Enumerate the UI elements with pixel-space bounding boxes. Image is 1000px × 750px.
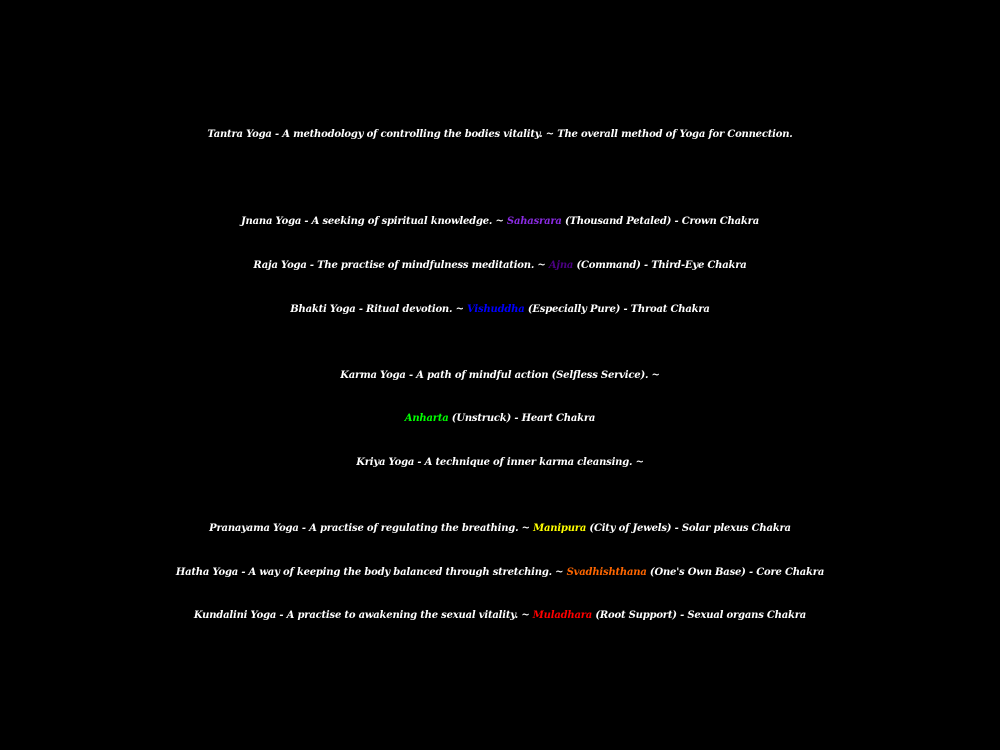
manipura-chakra-name: Manipura xyxy=(533,523,587,534)
svadhishthana-chakra-name: Svadhishthana xyxy=(566,567,647,578)
tantra-yoga-text: Tantra Yoga - A methodology of controlling the bodies vitality. ~ The overall method of Yoga for Connection. xyxy=(207,129,793,140)
raja-yoga-chakra-desc: (Command) - Third-Eye Chakra xyxy=(573,260,747,271)
kundalini-yoga-line xyxy=(0,606,1000,626)
pranayama-yoga-text: Pranayama Yoga - A practise of regulating the breathing. ~ xyxy=(209,523,534,534)
jnana-yoga-chakra-desc: (Thousand Petaled) - Crown Chakra xyxy=(561,216,759,227)
tantra-yoga-line xyxy=(0,125,1000,145)
anharta-chakra-desc: (Unstruck) - Heart Chakra xyxy=(448,413,596,424)
kriya-yoga-text: Kriya Yoga - A technique of inner karma cleansing. ~ xyxy=(356,457,644,468)
pranayama-yoga-chakra-desc: (City of Jewels) - Solar plexus Chakra xyxy=(586,523,791,534)
raja-yoga-line xyxy=(0,256,1000,276)
anharta-chakra-name: Anharta xyxy=(404,413,449,424)
ajna-chakra-name: Ajna xyxy=(548,260,574,271)
anharta-line xyxy=(0,409,1000,429)
kundalini-yoga-text: Kundalini Yoga - A practise to awakening the sexual vitality. ~ xyxy=(193,610,533,621)
muladhara-chakra-name: Muladhara xyxy=(532,610,593,621)
hatha-yoga-line xyxy=(0,563,1000,583)
raja-yoga-text: Raja Yoga - The practise of mindfulness meditation. ~ xyxy=(253,260,549,271)
kundalini-yoga-chakra-desc: (Root Support) - Sexual organs Chakra xyxy=(592,610,807,621)
hatha-yoga-text: Hatha Yoga - A way of keeping the body balanced through stretching. ~ xyxy=(175,567,567,578)
sahasrara-chakra-name: Sahasrara xyxy=(506,216,562,227)
karma-yoga-line xyxy=(0,366,1000,386)
jnana-yoga-text: Jnana Yoga - A seeking of spiritual knowledge. ~ xyxy=(241,216,507,227)
karma-yoga-text: Karma Yoga - A path of mindful action (Selfless Service). ~ xyxy=(340,370,660,381)
bhakti-yoga-chakra-desc: (Especially Pure) - Throat Chakra xyxy=(524,304,710,315)
bhakti-yoga-line xyxy=(0,300,1000,320)
hatha-yoga-chakra-desc: (One's Own Base) - Core Chakra xyxy=(646,567,825,578)
kriya-yoga-line xyxy=(0,453,1000,473)
pranayama-yoga-line xyxy=(0,519,1000,539)
jnana-yoga-line xyxy=(0,212,1000,232)
vishuddha-chakra-name: Vishuddha xyxy=(467,304,525,315)
bhakti-yoga-text: Bhakti Yoga - Ritual devotion. ~ xyxy=(290,304,468,315)
